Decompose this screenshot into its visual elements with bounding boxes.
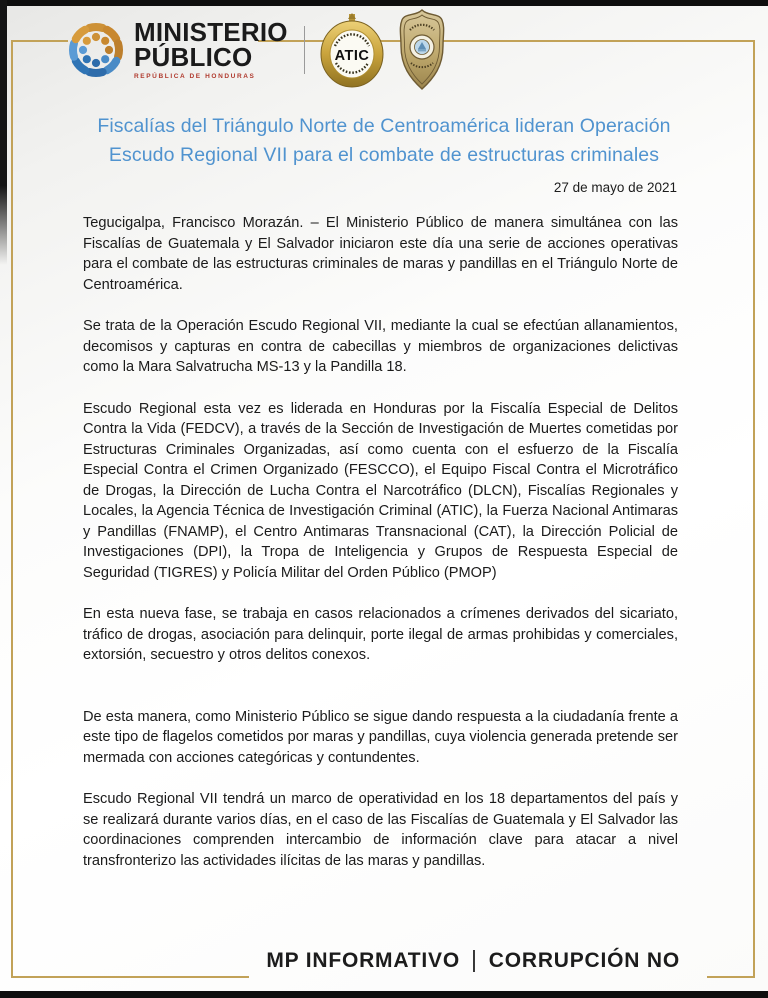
body-paragraph: De esta manera, como Ministerio Público se sigue dando respuesta a la ciudadanía frente a este tipo de flagelos cometidos por maras y pandillas, cuya violencia generada pretende ser mermada con acciones categóricas y contundentes.: [83, 708, 678, 766]
org-name-line2: PÚBLICO: [134, 42, 253, 72]
body-paragraph: Tegucigalpa, Francisco Morazán. – El Ministerio Público de manera simultánea con las Fiscalías de Guatemala y El Salvador iniciaron este día una serie de acciones operativas para el combate de las estructuras criminales de maras y pandillas en el Triángulo Norte de Centroamérica.: [83, 215, 678, 293]
body-paragraph: Escudo Regional esta vez es liderada en Honduras por la Fiscalía Especial de Delitos Contra la Vida (FEDCV), a través de la Sección de Investigación de Muertes cometidas por Estructuras Criminales Organizadas, así como cuenta con el esfuerzo de la Fiscalía Especial Contra el Crimen Organizado (FESCCO), el Equipo Fiscal Contra el Microtráfico de Drogas, la Dirección de Lucha Contra el Narcotráfico (DLCN), Fiscalías Regionales y Locales, la Agencia Técnica de Investigación Criminal (ATIC), la Fuerza Nacional Antimaras y Pandillas (FNAMP), el Centro Antimaras Transnacional (CAT), la Dirección Policial de Investigaciones (DPI), la Tropa de Inteligencia y Grupos de Respuesta Especial de Seguridad (TIGRES) y Policía Militar del Orden Público (PMOP): [83, 400, 678, 581]
people-circle-icon: [66, 20, 126, 80]
page-border-frame: [11, 40, 13, 978]
footer-corrupcion-no: CORRUPCIÓN NO: [488, 948, 680, 972]
body-paragraph: Se trata de la Operación Escudo Regional VII, mediante la cual se efectúan allanamientos, decomisos y capturas en contra de cabecillas y miembros de organizaciones delictivas como la Mara Salvatrucha MS-13 y la Pandilla 18.: [83, 318, 678, 375]
top-edge-bar: [0, 0, 768, 6]
page-border-frame: [11, 40, 68, 42]
document-header: [66, 8, 451, 92]
body-paragraph: En esta nueva fase, se trabaja en casos relacionados a crímenes derivados del sicariato, tráfico de drogas, asociación para delinquir, porte ilegal de armas prohibidas y comerciales, extorsión, secuestro y otros delitos conexos.: [83, 606, 678, 663]
footer-mp-informativo: MP INFORMATIVO: [266, 948, 460, 972]
document-date: 27 de mayo de 2021: [553, 180, 677, 195]
body-paragraph: Escudo Regional VII tendrá un marco de operatividad en los 18 departamentos del país y se realizará durante varios días, en el caso de las Fiscalías de Guatemala y El Salvador las coordinaciones comprenden intercambio de información clave para atacar a nivel transfronterizo las actividades ilícitas de las maras y pandillas.: [83, 791, 678, 869]
page-border-frame: [707, 976, 755, 978]
page-border-frame: [11, 976, 249, 978]
document-footer: [266, 946, 680, 975]
atic-badge-icon: [319, 13, 385, 89]
document-body: [83, 213, 678, 892]
ministerio-publico-logo: [66, 17, 288, 80]
bottom-edge-bar: [0, 991, 768, 998]
atic-label: ATIC: [334, 48, 370, 64]
page-border-frame: [753, 40, 755, 978]
header-divider: [304, 26, 305, 74]
org-name-line1: MINISTERIO: [134, 17, 288, 47]
org-name-block: [134, 17, 288, 80]
footer-separator: |: [470, 946, 478, 972]
press-release-title: Fiscalías del Triángulo Norte de Centroamérica lideran Operación Escudo Regional VII para el combate de estructuras criminales: [97, 115, 671, 166]
police-badge-icon: [393, 8, 451, 92]
left-edge-shadow: [0, 0, 7, 265]
org-subtitle: REPÚBLICA DE HONDURAS: [134, 73, 256, 80]
